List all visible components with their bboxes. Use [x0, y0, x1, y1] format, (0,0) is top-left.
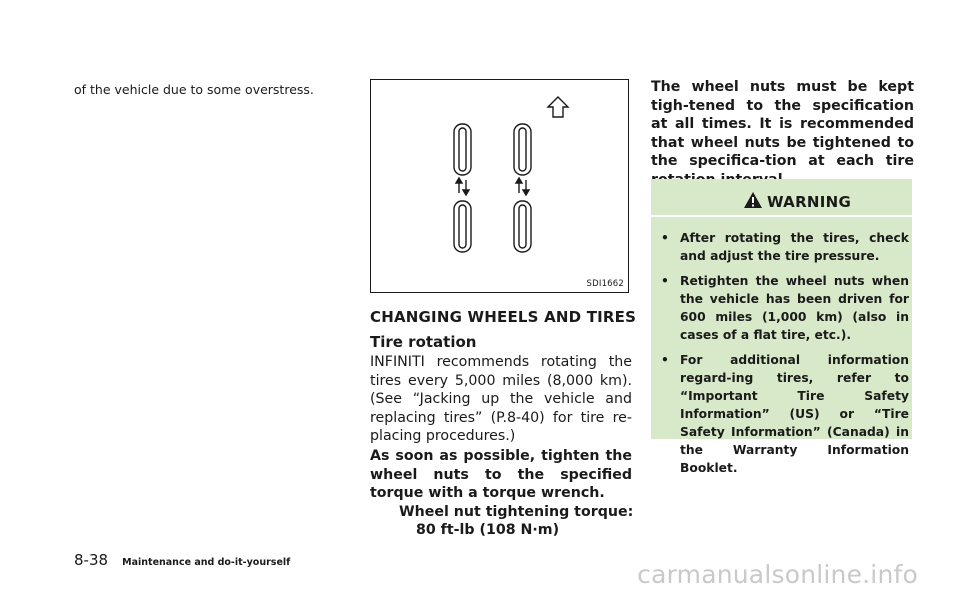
intro-column	[74, 82, 344, 97]
right-column	[651, 78, 914, 189]
page-number: 8-38	[74, 551, 109, 569]
torque-label: Wheel nut tightening torque:	[399, 504, 634, 520]
rotation-body-text: INFINITI recommends rotating the tires every 5,000 miles (8,000 km). (See “Jacking up the vehicle and replacing tires” (P.8-40) for tire re-placing procedures.)	[370, 354, 632, 444]
warning-item-text: Retighten the wheel nuts when the vehicle has been driven for 600 miles (1,000 km) (also in cases of a flat tire, etc.).	[680, 274, 909, 342]
vehicle-front-arrow-icon	[548, 97, 568, 117]
tire-rotation-diagram	[371, 80, 628, 292]
warning-item-text: For additional information regard-ing tires, refer to “Important Tire Safety Information” (US) or “Tire Safety Information” (Canada) in the Warranty Information Booklet.	[680, 353, 909, 475]
watermark: carmanualsonline.info	[637, 560, 918, 589]
tire-rotation-figure	[370, 79, 629, 293]
tighten-instruction: As soon as possible, tighten the wheel nuts to the specified torque with a torque wrench.	[370, 448, 632, 501]
subsection-heading: Tire rotation	[370, 333, 477, 351]
warning-item	[661, 351, 909, 477]
intro-text: of the vehicle due to some overstress.	[74, 82, 314, 97]
warning-triangle-icon	[743, 191, 763, 209]
swap-arrows-icon	[516, 178, 529, 195]
tire-icon	[454, 124, 471, 175]
warning-item	[661, 272, 909, 344]
warning-list	[661, 229, 909, 484]
torque-value: 80 ft-lb (108 N·m)	[416, 522, 560, 538]
wheel-nut-note: The wheel nuts must be kept tigh-tened to the specification at all times. It is recommended that wheel nuts be tightened to the specifica-tion at each tire	[651, 79, 914, 169]
warning-item	[661, 229, 909, 265]
warning-item-text: After rotating the tires, check and adjust the tire pressure.	[680, 231, 909, 263]
warning-box	[651, 179, 912, 475]
bullet: •	[661, 353, 669, 367]
tire-icon	[514, 201, 531, 252]
warning-title: WARNING	[767, 193, 852, 211]
figure-code: SDI1662	[586, 279, 624, 289]
tire-icon	[514, 124, 531, 175]
bullet: •	[661, 274, 669, 288]
section-heading: CHANGING WHEELS AND TIRES	[370, 308, 637, 326]
bullet: •	[661, 231, 669, 245]
footer-section-title: Maintenance and do-it-yourself	[122, 557, 291, 568]
swap-arrows-icon	[456, 178, 469, 195]
page-footer	[74, 550, 290, 569]
tire-icon	[454, 201, 471, 252]
